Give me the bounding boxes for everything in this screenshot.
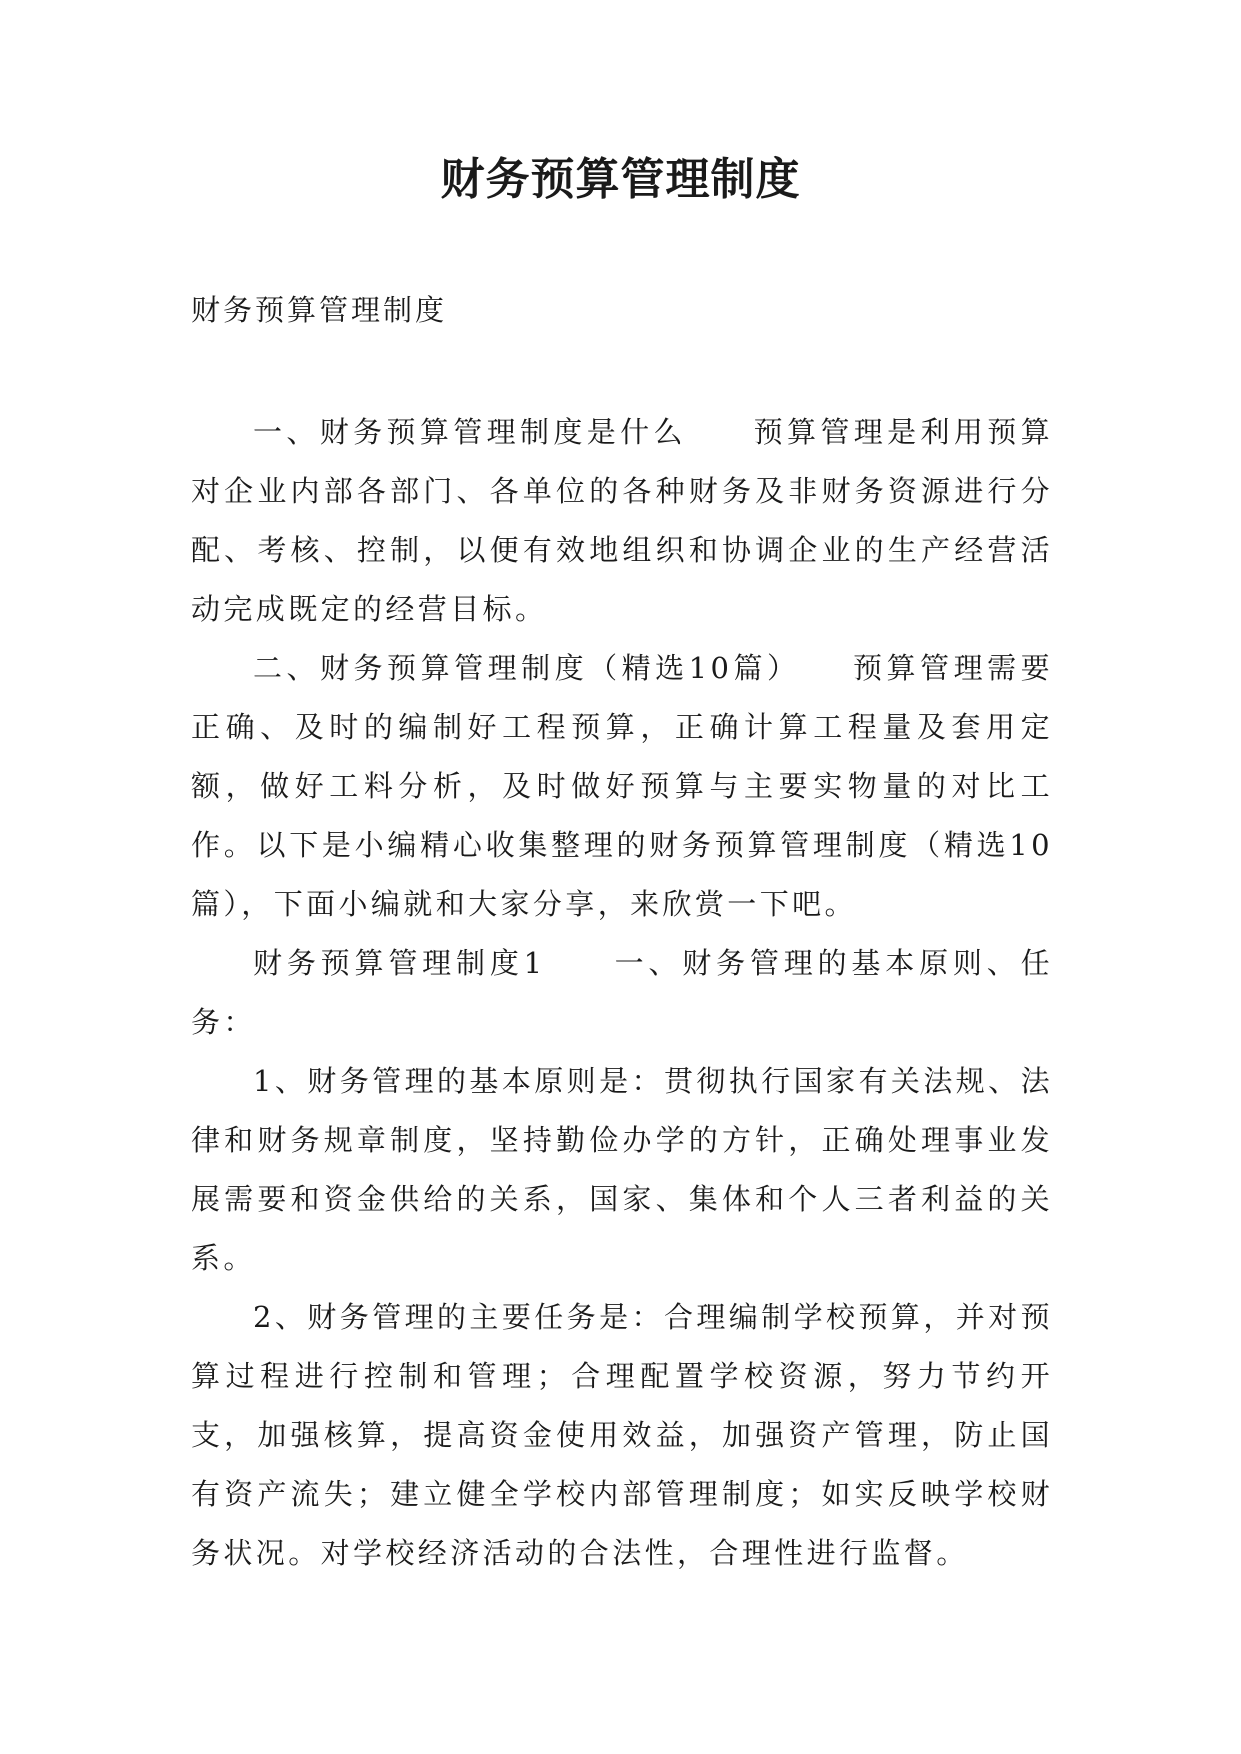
document-title: 财务预算管理制度 (440, 154, 801, 205)
document-subtitle: 财务预算管理制度 (191, 293, 448, 327)
paragraph-4: 1、财务管理的基本原则是：贯彻执行国家有关法规、法律和财务规章制度，坚持勤俭办学的方针，正确处理事业发展需要和资金供给的关系，国家、集体和个人三者利益的关系。 (191, 1064, 1053, 1275)
paragraph-1: 一、财务预算管理制度是什么 预算管理是利用预算对企业内部各部门、各单位的各种财务及非财务资源进行分配、考核、控制，以便有效地组织和协调企业的生产经营活动完成既定的经营目标。 (191, 415, 1053, 626)
paragraph-5: 2、财务管理的主要任务是：合理编制学校预算，并对预算过程进行控制和管理；合理配置学校资源，努力节约开支，加强核算，提高资金使用效益，加强资产管理，防止国有资产流失；建立健全学校内部管理制度；如实反映学校财务状况。对学校经济活动的合法性，合理性进行监督。 (191, 1300, 1053, 1570)
paragraph-2: 二、财务预算管理制度（精选10篇） 预算管理需要正确、及时的编制好工程预算，正确计算工程量及套用定额，做好工料分析，及时做好预算与主要实物量的对比工作。以下是小编精心收集整理的财务预算管理制度（精选10篇），下面小编就和大家分享，来欣赏一下吧。 (191, 651, 1053, 921)
document-body (191, 403, 1053, 1583)
paragraph-3: 财务预算管理制度1 一、财务管理的基本原则、任务： (191, 946, 1053, 1039)
